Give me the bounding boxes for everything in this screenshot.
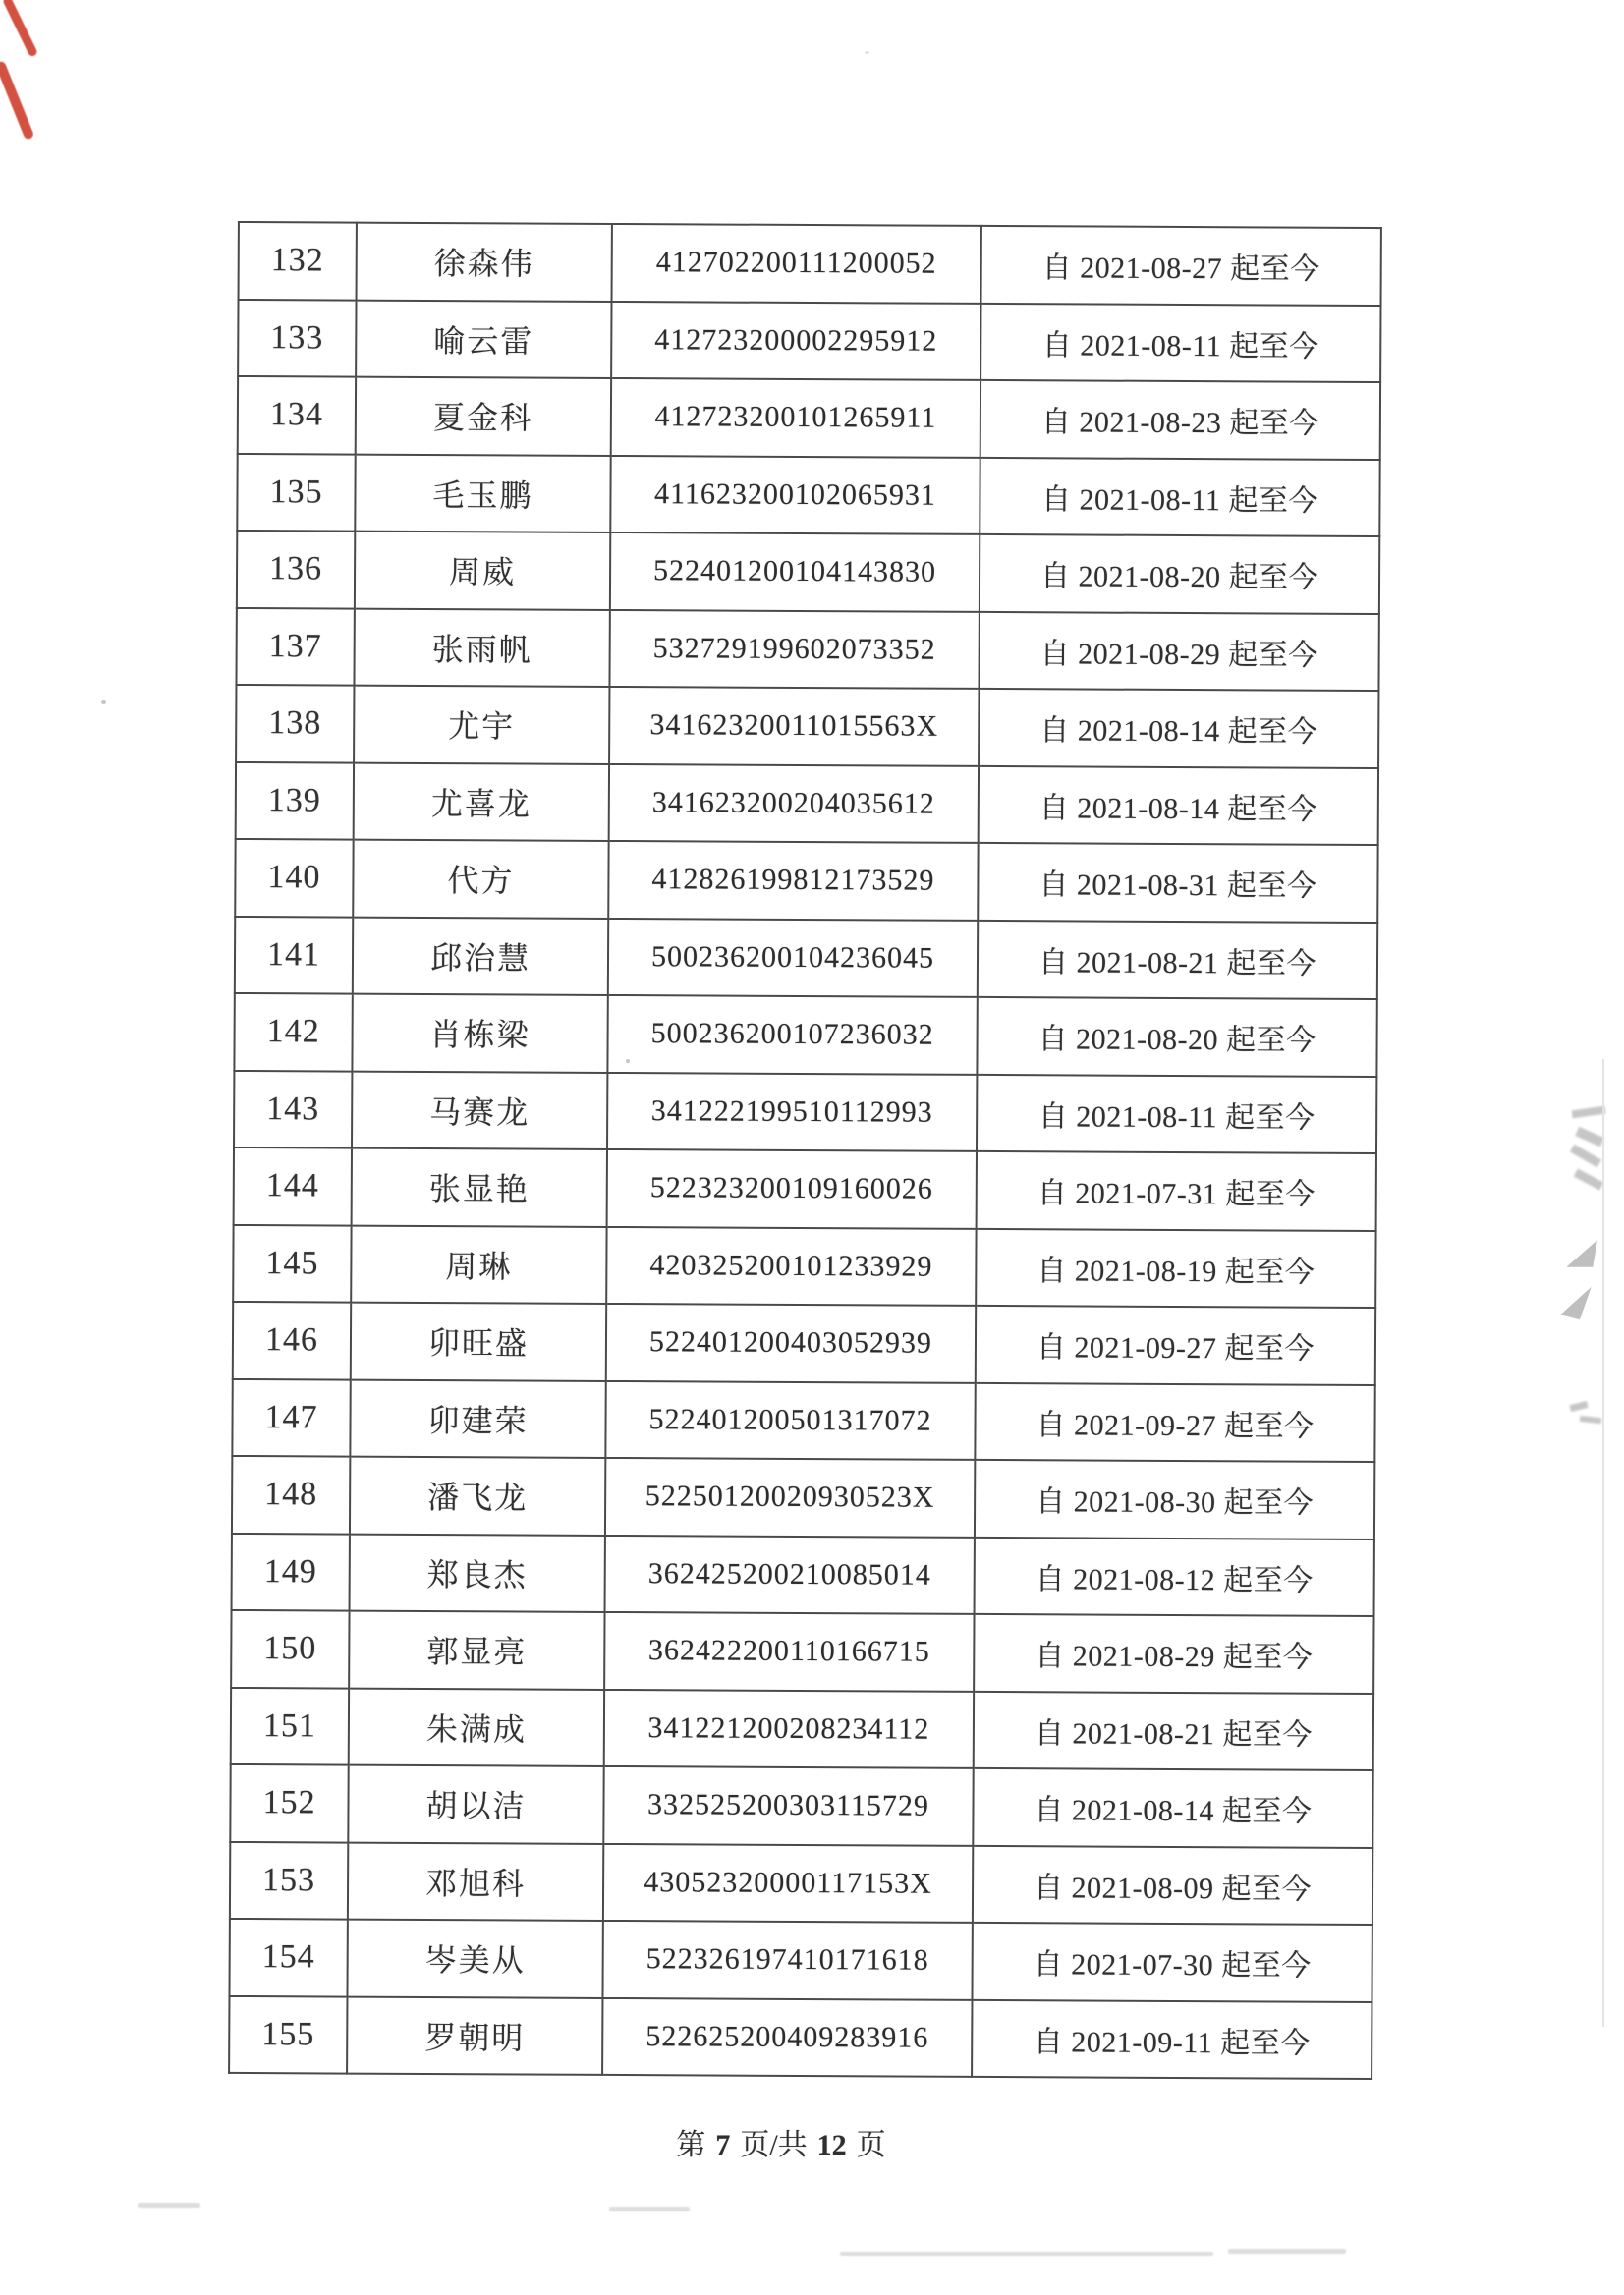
serial-cell: 144 [234, 1148, 352, 1225]
id-number-cell: 412723200002295912 [611, 301, 980, 379]
scan-smudge [1566, 1240, 1597, 1267]
id-number-cell: 341623200204035612 [609, 763, 979, 842]
id-number-cell: 522323200109160026 [607, 1149, 977, 1228]
serial-cell: 154 [229, 1919, 347, 1996]
table-row [234, 993, 1376, 1077]
id-number-cell: 522401200104143830 [610, 532, 980, 611]
footer-total-pages: 12 [816, 2129, 847, 2161]
id-number-cell: 522625200409283916 [602, 1997, 972, 2076]
table-row [233, 1302, 1375, 1385]
period-cell: 自 2021-08-31 起至今 [978, 843, 1377, 923]
serial-cell: 148 [232, 1456, 350, 1534]
footer-suffix: 页 [856, 2129, 886, 2161]
name-cell: 胡以洁 [348, 1765, 603, 1844]
table-row [231, 1610, 1373, 1694]
serial-cell: 132 [239, 222, 357, 300]
scan-smudge [1569, 1401, 1588, 1412]
period-cell: 自 2021-08-19 起至今 [976, 1228, 1375, 1308]
name-cell: 夏金科 [356, 377, 611, 456]
table-row [230, 1764, 1372, 1848]
period-cell: 自 2021-08-11 起至今 [980, 303, 1380, 382]
name-cell: 郑良杰 [350, 1534, 605, 1612]
id-number-cell: 420325200101233929 [606, 1226, 976, 1305]
id-number-cell: 522401200403052939 [606, 1304, 976, 1382]
serial-cell: 142 [234, 993, 352, 1071]
period-cell: 自 2021-08-21 起至今 [978, 920, 1377, 999]
serial-cell: 141 [235, 916, 353, 993]
period-cell: 自 2021-08-29 起至今 [974, 1614, 1373, 1694]
table-row [232, 1456, 1374, 1539]
name-cell: 岑美从 [347, 1920, 602, 1998]
id-number-cell: 412723200101265911 [611, 378, 980, 457]
red-pen-mark [2, 0, 38, 58]
serial-cell: 150 [231, 1610, 349, 1688]
serial-cell: 149 [232, 1533, 350, 1610]
serial-cell: 134 [238, 376, 356, 454]
name-cell: 周琳 [351, 1225, 606, 1304]
period-cell: 自 2021-09-11 起至今 [972, 1999, 1372, 2079]
name-cell: 张显艳 [352, 1148, 607, 1227]
id-number-cell: 411623200102065931 [610, 455, 980, 533]
id-number-cell: 362422200110166715 [604, 1612, 974, 1691]
id-number-cell: 332525200303115729 [603, 1766, 973, 1845]
period-cell: 自 2021-08-09 起至今 [973, 1845, 1372, 1925]
roster-table [228, 221, 1382, 2080]
serial-cell: 153 [230, 1841, 348, 1919]
period-cell: 自 2021-08-27 起至今 [981, 226, 1381, 306]
period-cell: 自 2021-07-30 起至今 [972, 1923, 1372, 2002]
name-cell: 代方 [353, 840, 608, 919]
table-row [239, 222, 1381, 306]
period-cell: 自 2021-08-29 起至今 [979, 611, 1378, 691]
period-cell: 自 2021-08-11 起至今 [980, 457, 1379, 536]
name-cell: 马赛龙 [352, 1071, 607, 1149]
id-number-cell: 500236200104236045 [608, 918, 978, 996]
scan-smudge [1572, 1106, 1606, 1119]
id-number-cell: 362425200210085014 [605, 1535, 975, 1613]
period-cell: 自 2021-09-27 起至今 [976, 1306, 1375, 1385]
page-edge-line [1602, 1059, 1604, 2027]
table-row [233, 1224, 1375, 1308]
id-number-cell: 522401200501317072 [605, 1380, 975, 1459]
id-number-cell: 500236200107236032 [607, 995, 977, 1074]
name-cell: 尤宇 [354, 686, 609, 764]
scan-smudge [1580, 1416, 1602, 1424]
scan-dash [840, 2252, 1213, 2256]
period-cell: 自 2021-08-14 起至今 [973, 1768, 1372, 1848]
scan-dash [138, 2203, 200, 2208]
name-cell: 徐森伟 [357, 223, 612, 302]
scan-speck [865, 51, 869, 54]
footer-separator: 页/共 [740, 2129, 808, 2161]
name-cell: 肖栋梁 [352, 994, 607, 1073]
serial-cell: 143 [234, 1070, 352, 1148]
name-cell: 毛玉鹏 [355, 454, 610, 532]
name-cell: 卯建荣 [350, 1379, 605, 1458]
table-row [232, 1533, 1374, 1616]
table-row [235, 916, 1377, 999]
serial-cell: 151 [231, 1687, 349, 1764]
period-cell: 自 2021-08-20 起至今 [980, 534, 1379, 614]
serial-cell: 140 [235, 839, 353, 917]
id-number-cell: 412826199812173529 [608, 841, 978, 920]
period-cell: 自 2021-08-21 起至今 [974, 1691, 1373, 1770]
id-number-cell: 34162320011015563X [609, 687, 979, 765]
scan-smudge [1575, 1127, 1604, 1148]
table-row [234, 1148, 1376, 1231]
period-cell: 自 2021-08-14 起至今 [979, 689, 1378, 768]
serial-cell: 152 [230, 1764, 348, 1842]
table-row [232, 1378, 1374, 1462]
table-row [238, 299, 1380, 382]
serial-cell: 138 [236, 685, 354, 762]
table-row [230, 1841, 1372, 1925]
period-cell: 自 2021-08-30 起至今 [975, 1460, 1374, 1539]
serial-cell: 136 [237, 531, 355, 608]
table-row [237, 531, 1379, 614]
table-body [229, 222, 1381, 2079]
serial-cell: 147 [232, 1378, 350, 1456]
scan-smudge [1570, 1145, 1601, 1168]
id-number-cell: 341222199510112993 [607, 1072, 977, 1150]
footer-prefix: 第 [676, 2129, 706, 2161]
scan-dash [609, 2207, 690, 2211]
table-row [234, 1070, 1376, 1153]
scan-smudge [1574, 1168, 1604, 1190]
footer-page-number: 7 [715, 2129, 731, 2161]
serial-cell: 155 [229, 1995, 347, 2073]
id-number-cell: 522326197410171618 [602, 1921, 972, 1999]
page-footer [550, 2120, 1012, 2163]
id-number-cell: 532729199602073352 [609, 609, 979, 688]
table-row [231, 1687, 1373, 1770]
serial-cell: 145 [233, 1224, 351, 1302]
table-row [237, 453, 1379, 536]
table-row [235, 839, 1377, 923]
period-cell: 自 2021-08-12 起至今 [975, 1537, 1374, 1616]
table-row [236, 607, 1378, 691]
table-row [238, 376, 1380, 460]
serial-cell: 139 [236, 761, 354, 839]
name-cell: 张雨帆 [354, 608, 609, 687]
table-row [229, 1995, 1372, 2079]
serial-cell: 146 [233, 1302, 351, 1379]
name-cell: 邱治慧 [353, 917, 608, 995]
name-cell: 潘飞龙 [350, 1457, 605, 1536]
id-number-cell: 43052320000117153X [603, 1843, 973, 1922]
id-number-cell: 412702200111200052 [612, 224, 981, 303]
period-cell: 自 2021-08-23 起至今 [980, 380, 1380, 460]
period-cell: 自 2021-08-20 起至今 [977, 997, 1376, 1077]
name-cell: 邓旭科 [348, 1842, 603, 1921]
table-row [229, 1919, 1372, 2002]
period-cell: 自 2021-08-14 起至今 [979, 765, 1378, 845]
red-pen-mark [0, 60, 34, 140]
serial-cell: 133 [238, 299, 356, 376]
name-cell: 卯旺盛 [351, 1303, 606, 1381]
scan-smudge [1560, 1281, 1592, 1321]
serial-cell: 137 [236, 607, 354, 685]
id-number-cell: 52250120020930523X [605, 1458, 975, 1537]
period-cell: 自 2021-09-27 起至今 [975, 1382, 1374, 1462]
serial-cell: 135 [237, 453, 355, 531]
period-cell: 自 2021-07-31 起至今 [977, 1151, 1376, 1231]
name-cell: 喻云雷 [356, 300, 611, 378]
scan-speck [101, 700, 106, 704]
scan-dash [1228, 2249, 1346, 2254]
name-cell: 尤喜龙 [354, 762, 609, 841]
name-cell: 罗朝明 [347, 1996, 602, 2075]
period-cell: 自 2021-08-11 起至今 [977, 1074, 1376, 1153]
table-row [236, 761, 1378, 845]
name-cell: 周威 [355, 532, 610, 610]
name-cell: 郭显亮 [349, 1611, 604, 1690]
name-cell: 朱满成 [349, 1688, 604, 1766]
id-number-cell: 341221200208234112 [604, 1689, 974, 1767]
table-row [236, 685, 1378, 768]
